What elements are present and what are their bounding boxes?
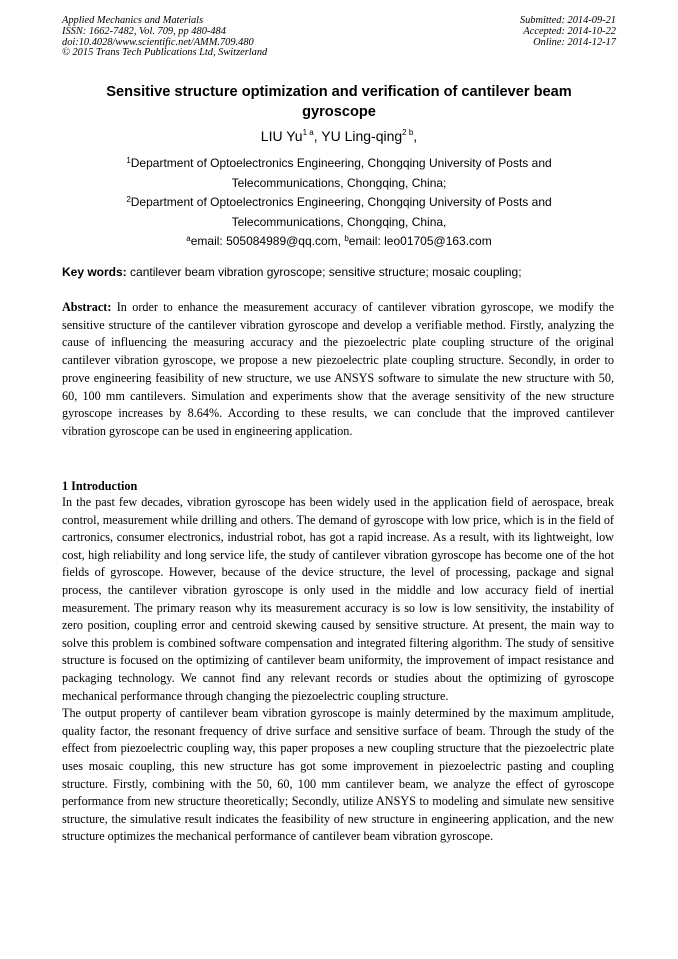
abstract (62, 299, 614, 441)
email-line (100, 232, 578, 252)
email-a-marker: a (186, 234, 191, 244)
paragraph: The output property of cantilever beam vibration gyroscope is mainly determined by the maximum amplitude, quality factor, the resonant frequency of drive surface and sensitive surface of beam. Through the study of the effect from piezoelectric coupling way, this paper proposes a new coupling structure that the piezoelectric plate uses mosaic coupling, this new structure has got some improvement in piezoelectric pasting and coupling structure. Firstly, combining with the 50, 60, 100 mm cantilever beam, we analyze the effect of gyroscope performance from new structure theoretically; Secondly, utilize ANSYS to modeling and simulate new sensitive structure, the simulative result indicates the feasibility of new structure in engineering application, and the new structure optimizes the mechanical performance of cantilever beam vibration gyroscope. (62, 706, 614, 844)
online-date: Online: 2014-12-17 (533, 36, 616, 48)
author-2-marker: 2 b (402, 128, 414, 137)
section-heading: 1 Introduction (62, 479, 138, 493)
abstract-text: In order to enhance the measurement accuracy of cantilever vibration gyroscope, we modify the sensitive structure of the cantilever vibration gyroscope and develop a verifiable method. Firstly, analyzing the cause of influencing the measuring accuracy and the piezoelectric plate coupling structure of the original cantilever vibration gyroscope, we propose a new piezoelectric plate coupling structure. Secondly, in order to prove engineering feasibility of new structure, we use ANSYS software to simulate the new structure with 50, 60, 100 mm cantilevers. Simulation and experiments show that the average sensitivity of the new structure gyroscope increases by 8.64%. According to these results, we can conclude that the improved cantilever vibration gyroscope can be used in engineering application. (62, 300, 614, 438)
introduction-body (62, 494, 614, 846)
affiliation-2 (100, 193, 578, 232)
email-b-marker: b (344, 234, 349, 244)
paragraph: In the past few decades, vibration gyroscope has been widely used in the application field of aerospace, break control, measurement while drilling and others. The demand of gyroscope with low price, which is in the field of cartronics, consumer electronics, industrial robot, has got a rapid increase. As a result, with its lightweight, low cost, high reliability and long service life, the study of cantilever vibration gyroscope has become one of the hot fields of gyroscope. However, because of the device structure, the level of processing, package and signal process, the cantilever vibration gyroscope is only used in the middle and low accuracy field of inertial measurement. The primary reason why its measurement accuracy is so low is low sensitivity, the instability of zero position, coupling error and centroid skewing caused by sensitive structure. At present, the main way to solve this problem is combined software compensation and integrated filtering algorithm. The study of sensitive structure is focused on the optimizing of cantilever beam uniformity, the improvement of impact resistance and packaging technology. We cannot find any relevant records or studies about the optimizing of gyroscope mechanical performance through changing the piezoelectric coupling structure. (62, 495, 614, 703)
author-line (0, 127, 678, 145)
journal-header-right (520, 16, 616, 48)
journal-name: Applied Mechanics and Materials (62, 15, 204, 26)
submitted-date: Submitted: 2014-09-21 (519, 15, 616, 26)
email-b: email: leo01705@163.com (348, 234, 492, 249)
paper-title: Sensitive structure optimization and verification of cantilever beam gyroscope (106, 84, 572, 120)
author-1-marker: 1 a (302, 128, 314, 137)
email-a: email: 505084989@qq.com, (190, 234, 345, 249)
abstract-label: Abstract: (62, 300, 112, 314)
affiliation-1-text: Department of Optoelectronics Engineering, Chongqing University of Posts and Telecommunications, Chongqing, China; (130, 156, 552, 190)
affiliations (100, 154, 578, 252)
keywords-label: Key words: (62, 265, 127, 279)
journal-header-left (62, 16, 267, 59)
author-end: , (413, 128, 418, 144)
affiliation-1 (100, 154, 578, 193)
author-1: LIU Yu (260, 128, 303, 144)
affiliation-2-marker: 2 (126, 195, 131, 205)
copyright-line: © 2015 Trans Tech Publications Ltd, Switzerland (62, 47, 268, 59)
keywords (62, 264, 622, 280)
keywords-text: cantilever beam vibration gyroscope; sensitive structure; mosaic coupling; (126, 265, 522, 279)
doi-line: doi:10.4028/www.scientific.net/AMM.709.480 (62, 36, 254, 48)
accepted-date: Accepted: 2014-10-22 (523, 25, 616, 37)
author-2: YU Ling-qing (321, 128, 403, 144)
author-separator: , (313, 128, 322, 144)
issn-line: ISSN: 1662-7482, Vol. 709, pp 480-484 (62, 25, 226, 37)
affiliation-1-marker: 1 (126, 156, 131, 165)
affiliation-2-text: Department of Optoelectronics Engineering, Chongqing University of Posts and Telecommunications, Chongqing, China, (130, 195, 552, 229)
